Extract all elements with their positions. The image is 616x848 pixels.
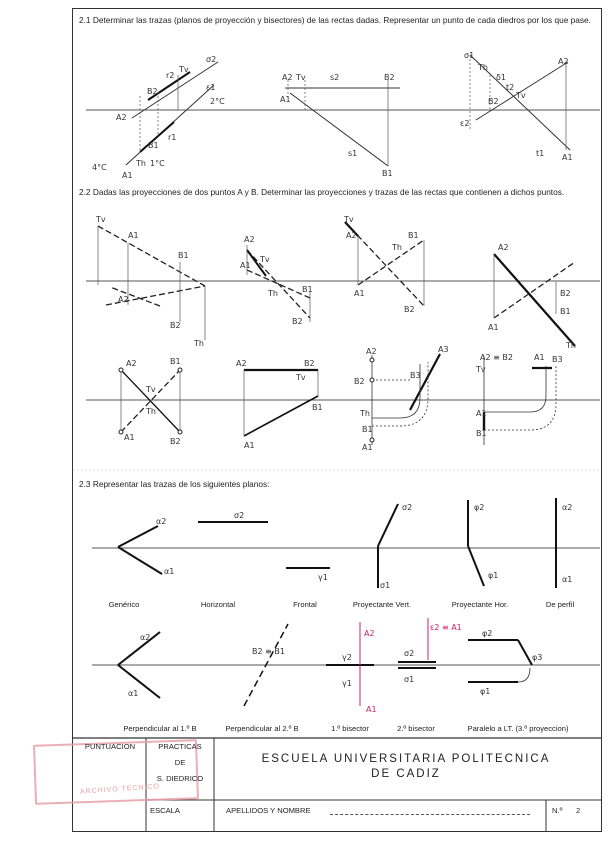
fig-label: Tv xyxy=(344,215,354,224)
fig3-label: σ1 xyxy=(464,51,475,60)
fig-label: A2 xyxy=(118,295,129,304)
plane-proyectante-hor xyxy=(468,500,498,586)
fig-label: A1 xyxy=(124,433,135,442)
fig3-label: ε2 xyxy=(460,119,470,128)
mark: φ1 xyxy=(480,687,491,696)
numero-label: N.º xyxy=(552,806,563,815)
fig-label: Tv xyxy=(476,365,486,374)
plane-1-bisector xyxy=(326,622,377,714)
fig1-label: B1 xyxy=(148,141,159,150)
caption-generico: Genérico xyxy=(108,600,140,609)
fig-label: A2 xyxy=(498,243,509,252)
fig2-label: B1 xyxy=(382,169,393,178)
practicas-label: PRACTICAS xyxy=(158,742,202,751)
fig3-label: t1 xyxy=(536,149,545,158)
fig-label: A2 ≡ B2 xyxy=(480,353,513,362)
fig-label: A1 xyxy=(488,323,499,332)
fig-2-2-1 xyxy=(95,215,205,348)
fig-label: Tv xyxy=(146,385,156,394)
fig3-label: B2 xyxy=(488,97,499,106)
fig-label: Th xyxy=(360,409,370,418)
fig1-label: A1 xyxy=(122,171,133,180)
fig-2-1-1 xyxy=(92,55,225,180)
school-line-1: ESCUELA UNIVERSITARIA POLITECNICA xyxy=(261,753,551,765)
fig3-label: δ1 xyxy=(496,73,506,82)
fig-label: Tv xyxy=(96,215,106,224)
school-line-2: DE CADIZ xyxy=(371,768,441,780)
fig-label: B3 xyxy=(410,371,421,380)
mark: α1 xyxy=(562,575,573,584)
mark: φ3 xyxy=(532,653,543,662)
fig-label: B2 xyxy=(292,317,303,326)
mark: α2 xyxy=(562,503,573,512)
apellidos-label: APELLIDOS Y NOMBRE xyxy=(226,806,311,815)
fig-label: A1 xyxy=(244,441,255,450)
fig-2-1-3 xyxy=(460,51,573,162)
fig-label: Th xyxy=(146,407,156,416)
fig2-label: s1 xyxy=(348,149,358,158)
fig-label: A1 xyxy=(240,261,251,270)
escala-label: ESCALA xyxy=(150,806,180,815)
fig-label: A2 xyxy=(244,235,255,244)
fig3-label: Tv xyxy=(516,91,526,100)
plane-paralelo-lt xyxy=(468,629,542,696)
mark: α1 xyxy=(164,567,175,576)
fig-label: A1 xyxy=(362,443,373,452)
fig-label: B1 xyxy=(476,429,487,438)
fig-label: A2 xyxy=(346,231,357,240)
fig-label: Th xyxy=(566,341,576,350)
de-label: DE xyxy=(174,758,186,767)
fig-label: Th xyxy=(392,243,402,252)
fig-label: A1 xyxy=(354,289,365,298)
fig3-label: A2 xyxy=(558,57,569,66)
fig-2-2-2 xyxy=(240,235,313,326)
fig1-label: Tv xyxy=(179,65,189,74)
fig-label: A3 xyxy=(438,345,449,354)
fig1-label: Th xyxy=(136,159,146,168)
puntuacion-label: PUNTUACION xyxy=(84,742,136,751)
mark: B2 ≡ B1 xyxy=(252,647,285,656)
plane-de-perfil xyxy=(556,498,572,588)
caption-horizontal: Horizontal xyxy=(200,600,236,609)
fig-label: A2 xyxy=(126,359,137,368)
numero-value: 2 xyxy=(576,806,581,815)
plane-proyectante-vert xyxy=(378,503,412,590)
caption-de-perfil: De perfil xyxy=(545,600,575,609)
fig-label: B1 xyxy=(178,251,189,260)
question-2-1: 2.1 Determinar las trazas (planos de proyección y bisectores) de las rectas dadas. Representar un punto de cada diedros por los que pase. xyxy=(79,15,591,25)
caption-proyectante-vert: Proyectante Vert. xyxy=(352,600,412,609)
mark: ε2 ≡ A1 xyxy=(430,623,462,632)
fig-label: B2 xyxy=(354,377,365,386)
plane-frontal xyxy=(286,568,330,582)
fig-2-2-6 xyxy=(236,359,323,450)
fig-2-2-4 xyxy=(488,243,576,350)
plane-generico xyxy=(118,517,174,576)
mark: φ2 xyxy=(474,503,485,512)
fig3-label: t2 xyxy=(506,83,515,92)
fig-label: B1 xyxy=(302,285,313,294)
caption-frontal: Frontal xyxy=(293,600,317,609)
mark: γ1 xyxy=(342,679,352,688)
mark: α1 xyxy=(128,689,139,698)
mark: σ1 xyxy=(380,581,391,590)
fig1-label: 1°C xyxy=(150,159,165,168)
fig-label: B1 xyxy=(560,307,571,316)
fig-label: Tv xyxy=(260,255,270,264)
fig1-label: 4°C xyxy=(92,163,107,172)
question-2-2: 2.2 Dadas las proyecciones de dos puntos A y B. Determinar las proyecciones y trazas de las rectas que contienen a dichos puntos. xyxy=(79,187,565,197)
fig1-label: r2 xyxy=(166,71,175,80)
fig-2-2-8 xyxy=(475,353,563,445)
fig-label: A1 xyxy=(128,231,139,240)
question-2-3: 2.3 Representar las trazas de los siguientes planos: xyxy=(79,479,270,489)
fig-2-1-2 xyxy=(280,73,400,178)
caption-proyectante-hor: Proyectante Hor. xyxy=(451,600,509,609)
fig1-label: σ2 xyxy=(206,55,217,64)
fig1-label: ε1 xyxy=(206,83,216,92)
fig2-label: A2 xyxy=(282,73,293,82)
fig2-label: B2 xyxy=(384,73,395,82)
fig1-label: B2 xyxy=(147,87,158,96)
fig-label: B1 xyxy=(170,357,181,366)
mark: σ1 xyxy=(404,675,415,684)
apellidos-field[interactable] xyxy=(330,814,530,815)
mark: φ2 xyxy=(482,629,493,638)
fig3-label: Th xyxy=(478,63,488,72)
fig2-label: s2 xyxy=(330,73,340,82)
fig-label: Tv xyxy=(296,373,306,382)
fig3-label: A1 xyxy=(562,153,573,162)
mark: σ2 xyxy=(402,503,413,512)
fig-label: B1 xyxy=(312,403,323,412)
fig-2-2-5 xyxy=(119,357,182,446)
fig-2-2-3 xyxy=(343,215,424,314)
plane-2-bisector xyxy=(398,618,462,684)
fig-label: B2 xyxy=(170,437,181,446)
fig-label: A2 xyxy=(366,347,377,356)
stamp-text: ARCHIVO TECNICO xyxy=(79,783,161,796)
fig-label: Th xyxy=(194,339,204,348)
mark: σ2 xyxy=(234,511,245,520)
plane-horizontal xyxy=(198,511,268,522)
caption-paralelo-lt: Paralelo a LT. (3.º proyeccion) xyxy=(467,724,569,733)
fig-label: B2 xyxy=(560,289,571,298)
fig-label: B2 xyxy=(404,305,415,314)
fig-label: B1 xyxy=(408,231,419,240)
mark: A2 xyxy=(364,629,375,638)
caption-2-bisector: 2.º bisector xyxy=(397,724,435,733)
fig-label: A1 xyxy=(476,409,487,418)
fig1-label: 2°C xyxy=(210,97,225,106)
caption-perp-1-bisector: Perpendicular al 1.º B xyxy=(123,724,197,733)
fig-2-2-7 xyxy=(354,345,449,452)
fig2-label: Tv xyxy=(296,73,306,82)
fig1-label: A2 xyxy=(116,113,127,122)
fig-label: B3 xyxy=(552,355,563,364)
fig-label: B1 xyxy=(362,425,373,434)
caption-perp-2-bisector: Perpendicular al 2.º B xyxy=(225,724,299,733)
fig-label: B2 xyxy=(170,321,181,330)
mark: γ2 xyxy=(342,653,352,662)
fig2-label: A1 xyxy=(280,95,291,104)
mark: σ2 xyxy=(404,649,415,658)
mark: γ1 xyxy=(318,573,328,582)
school-name xyxy=(236,752,576,782)
fig-label: A2 xyxy=(236,359,247,368)
fig-label: B2 xyxy=(304,359,315,368)
mark: φ1 xyxy=(488,571,499,580)
fig-label: A1 xyxy=(534,353,545,362)
diedrico-label: S. DIEDRICO xyxy=(156,774,204,783)
mark: A1 xyxy=(366,705,377,714)
fig-label: Th xyxy=(268,289,278,298)
mark: α2 xyxy=(140,633,151,642)
mark: α2 xyxy=(156,517,167,526)
caption-1-bisector: 1.º bisector xyxy=(331,724,369,733)
fig1-label: r1 xyxy=(168,133,177,142)
